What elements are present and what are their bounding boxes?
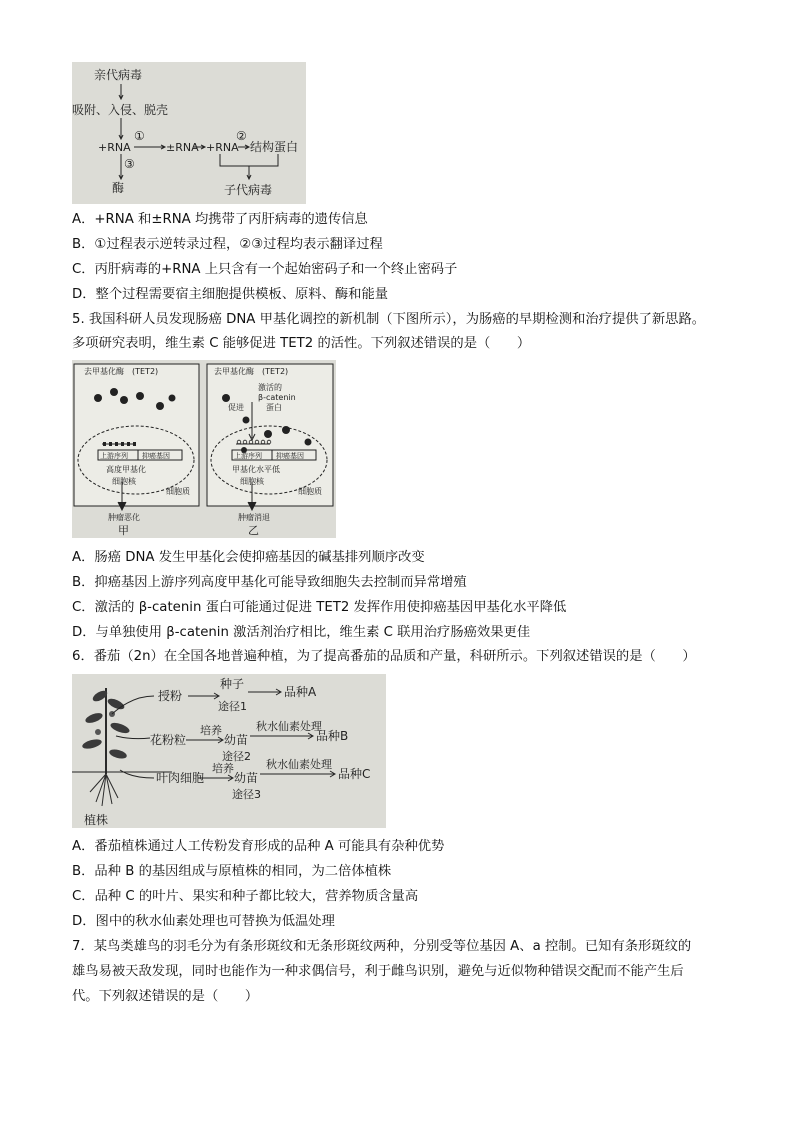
fig6-culture-2: 培养 — [212, 762, 234, 775]
fig5-left-methyl: 高度甲基化 — [106, 465, 146, 474]
q5-option-b: B．抑癌基因上游序列高度甲基化可能导致细胞失去控制而异常增殖 — [72, 575, 467, 590]
fig4-plus-rna-2: +RNA — [206, 141, 239, 154]
fig6-plant: 植株 — [84, 813, 109, 827]
fig6-leaf-cell: 叶肉细胞 — [156, 771, 205, 785]
q5-option-a: A．肠癌 DNA 发生甲基化会使抑癌基因的碱基排列顺序改变 — [72, 550, 425, 565]
fig5-right-label: 乙 — [248, 524, 259, 537]
fig5-left-label: 甲 — [118, 524, 129, 537]
q6-option-a: A．番茄植株通过人工传粉发育形成的品种 A 可能具有杂种优势 — [72, 839, 445, 854]
fig5-left-upstream: 上游序列 — [100, 452, 128, 460]
q5-stem-line-1: 5. 我国科研人员发现肠癌 DNA 甲基化调控的新机制（下图所示），为肠癌的早期检测和治疗提供了新思路。 — [72, 312, 706, 327]
fig5-right-gene: 抑癌基因 — [276, 452, 304, 460]
figure-dna-methylation — [72, 360, 336, 538]
fig5-right-promote: 促进 — [228, 403, 244, 412]
fig5-left-enzyme: 去甲基化酶 (TET2) — [84, 367, 159, 376]
q5-option-c: C．激活的 β-catenin 蛋白可能通过促进 TET2 发挥作用使抑癌基因甲基化水平降低 — [72, 600, 567, 615]
fig6-seed: 种子 — [220, 677, 245, 691]
fig5-right-result: 肿瘤消退 — [238, 513, 270, 522]
fig4-plus-rna-1: +RNA — [98, 141, 131, 154]
q4-option-c: C．丙肝病毒的+RNA 上只含有一个起始密码子和一个终止密码子 — [72, 262, 458, 277]
fig6-culture-1: 培养 — [200, 724, 222, 737]
q6-option-b: B．品种 B 的基因组成与原植株的相同，为二倍体植株 — [72, 864, 392, 879]
q6-stem: 6．番茄（2n）在全国各地普遍种植，为了提高番茄的品质和产量，科研所示。下列叙述错误的是（ ） — [72, 649, 696, 664]
q4-option-d: D．整个过程需要宿主细胞提供模板、原料、酶和能量 — [72, 287, 389, 302]
fig5-right-bcat-3: 蛋白 — [266, 403, 282, 412]
fig6-path2: 途径2 — [222, 750, 251, 763]
fig6-path1: 途径1 — [218, 700, 247, 713]
fig5-right-bcat-2: β-catenin — [258, 393, 296, 402]
fig6-seedling-1: 幼苗 — [224, 733, 249, 747]
fig5-left-nucleus: 细胞核 — [112, 477, 136, 486]
fig5-right-nucleus: 细胞核 — [240, 477, 264, 486]
figure-tomato-breeding — [72, 674, 386, 828]
q4-option-b: B．①过程表示逆转录过程，②③过程均表示翻译过程 — [72, 237, 383, 252]
fig4-enzyme: 酶 — [112, 181, 125, 195]
q4-option-a: A．+RNA 和±RNA 均携带了丙肝病毒的遗传信息 — [72, 212, 368, 227]
fig4-struct-protein: 结构蛋白 — [250, 140, 299, 154]
fig5-left-cytoplasm: 细胞质 — [166, 487, 190, 496]
q7-stem-line-1: 7．某鸟类雄鸟的羽毛分为有条形斑纹和无条形斑纹两种，分别受等位基因 A、a 控制。已知有条形斑纹的 — [72, 939, 692, 954]
fig4-step-adsorb: 吸附、入侵、脱壳 — [72, 103, 169, 117]
fig6-colch-2: 秋水仙素处理 — [266, 758, 332, 771]
q7-stem-line-3: 代。下列叙述错误的是（ ） — [72, 989, 259, 1004]
q6-option-d: D．图中的秋水仙素处理也可替换为低温处理 — [72, 914, 335, 929]
fig6-path3: 途径3 — [232, 788, 261, 801]
fig4-parent-virus: 亲代病毒 — [94, 68, 143, 82]
fig5-right-methyl: 甲基化水平低 — [232, 465, 280, 474]
fig6-variety-b: 品种B — [316, 729, 349, 743]
fig6-variety-a: 品种A — [284, 685, 317, 699]
fig5-right-bcat-1: 激活的 — [258, 383, 282, 392]
fig6-pollen: 花粉粒 — [150, 733, 187, 747]
q5-stem-line-2: 多项研究表明，维生素 C 能够促进 TET2 的活性。下列叙述错误的是（ ） — [72, 336, 531, 351]
fig6-colch-1: 秋水仙素处理 — [256, 720, 322, 733]
fig6-variety-c: 品种C — [338, 767, 371, 781]
fig4-pm-rna: ±RNA — [166, 141, 199, 154]
fig4-circle-1: ① — [134, 129, 145, 143]
fig6-pollinate: 授粉 — [158, 689, 183, 703]
q6-option-c: C．品种 C 的叶片、果实和种子都比较大，营养物质含量高 — [72, 889, 419, 904]
fig6-seedling-2: 幼苗 — [234, 771, 259, 785]
fig5-left-gene: 抑癌基因 — [142, 452, 170, 460]
q5-option-d: D．与单独使用 β-catenin 激活剂治疗相比，维生素 C 联用治疗肠癌效果更佳 — [72, 625, 531, 640]
fig5-right-upstream: 上游序列 — [234, 452, 262, 460]
fig5-right-cytoplasm: 细胞质 — [298, 487, 322, 496]
fig4-circle-3: ③ — [124, 157, 135, 171]
q7-stem-line-2: 雄鸟易被天敌发现，同时也能作为一种求偶信号，利于雌鸟识别，避免与近似物种错误交配而不能产生后 — [72, 964, 684, 979]
fig4-circle-2: ② — [236, 129, 247, 143]
fig4-child-virus: 子代病毒 — [224, 183, 273, 197]
fig5-left-result: 肿瘤恶化 — [108, 513, 140, 522]
figure-virus-replication — [72, 62, 306, 204]
fig5-right-enzyme: 去甲基化酶 (TET2) — [214, 367, 289, 376]
